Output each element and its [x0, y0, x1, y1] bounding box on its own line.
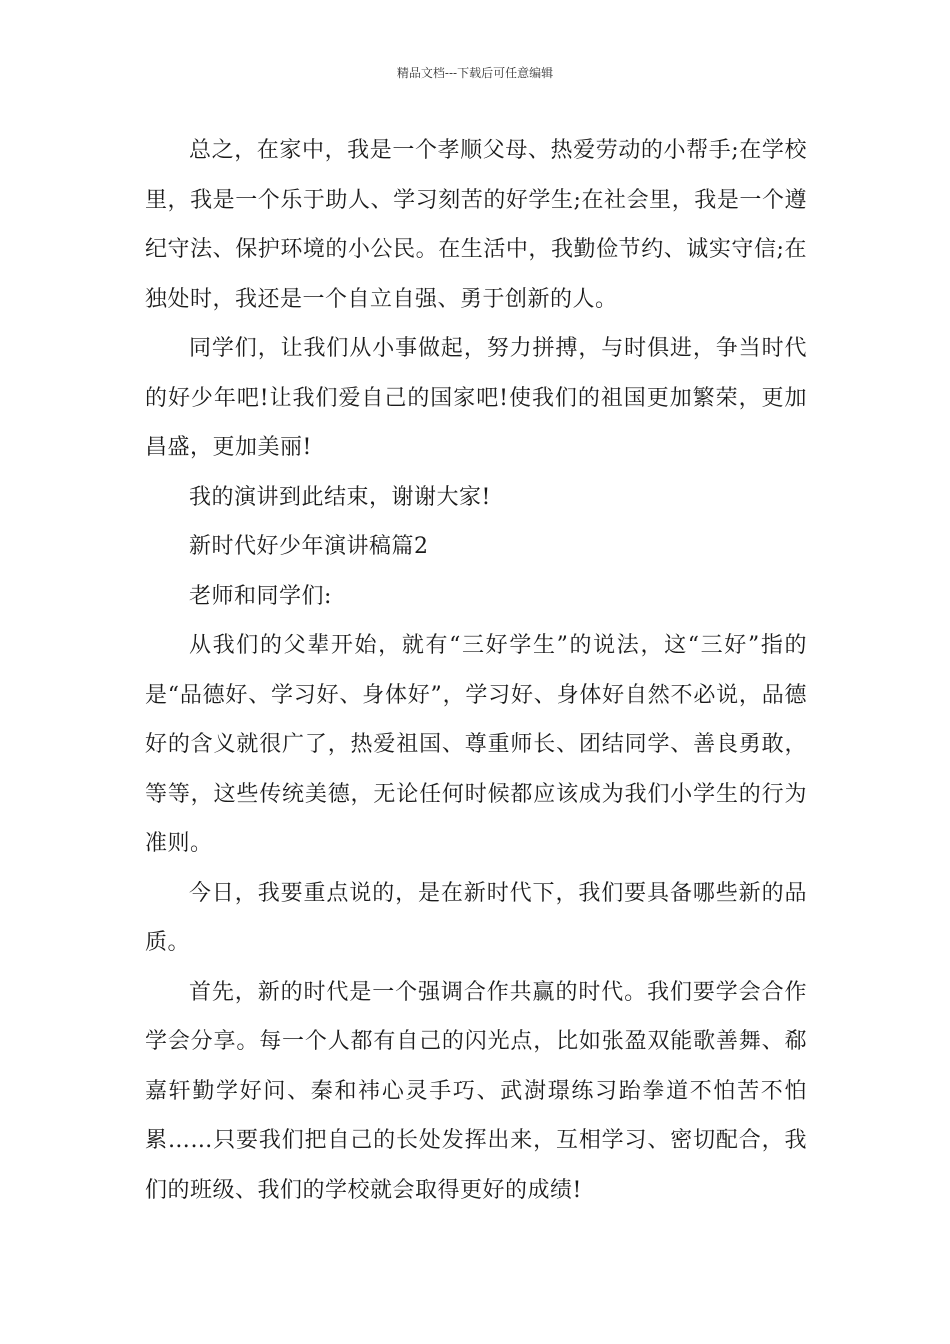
paragraph-three-goods: 从我们的父辈开始，就有“三好学生”的说法，这“三好”指的是“品德好、学习好、身体好”，学习好、身体好自然不必说，品德好的含义就很广了，热爱祖国、尊重师长、团结同学、善良勇敢，等等，这些传统美德，无论任何时候都应该成为我们小学生的行为准则。 [145, 633, 807, 856]
paragraph-summary: 总之，在家中，我是一个孝顺父母、热爱劳动的小帮手;在学校里，我是一个乐于助人、学习刻苦的好学生;在社会里，我是一个遵纪守法、保护环境的小公民。在生活中，我勤俭节约、诚实守信;在独处时，我还是一个自立自强、勇于创新的人。 [145, 138, 807, 312]
paragraph-new-qualities: 今日，我要重点说的，是在新时代下，我们要具备哪些新的品质。 [145, 880, 807, 955]
section-title: 新时代好少年演讲稿篇2 [189, 534, 429, 559]
paragraph-cooperation: 首先，新的时代是一个强调合作共赢的时代。我们要学会合作学会分享。每一个人都有自己的闪光点，比如张盈双能歌善舞、郗嘉轩勤学好问、秦和祎心灵手巧、武澍璟练习跆拳道不怕苦不怕累……只要我们把自己的长处发挥出来，互相学习、密切配合，我们的班级、我们的学校就会取得更好的成绩! [145, 979, 807, 1203]
paragraph-call-to-action: 同学们，让我们从小事做起，努力拼搏，与时俱进，争当时代的好少年吧!让我们爱自己的国家吧!使我们的祖国更加繁荣，更加昌盛，更加美丽! [145, 336, 807, 460]
page-header: 精品文档---下载后可任意编辑 [396, 66, 554, 80]
document-body [145, 126, 807, 1215]
paragraph-closing: 我的演讲到此结束，谢谢大家! [189, 484, 491, 510]
paragraph-salutation: 老师和同学们: [189, 583, 332, 609]
